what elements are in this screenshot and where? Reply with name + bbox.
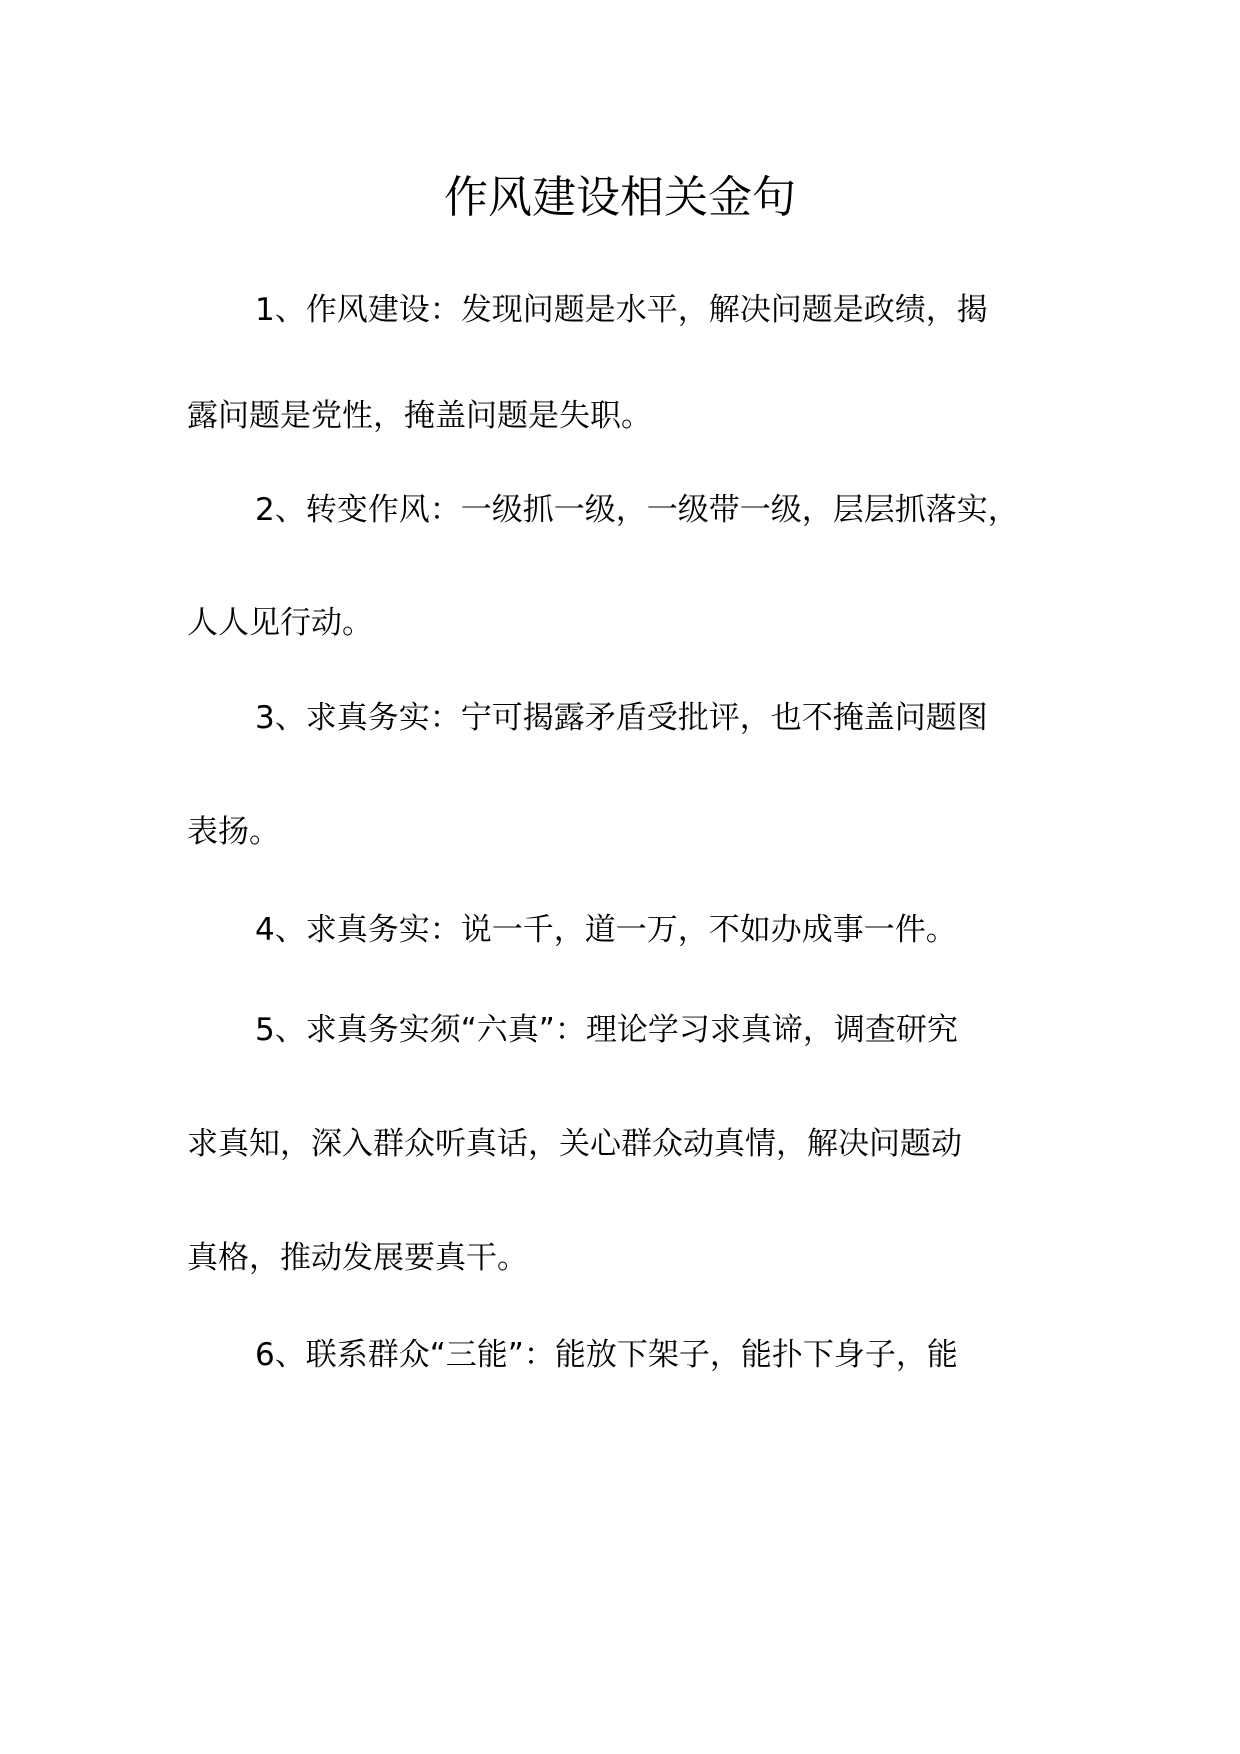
paragraph-2-line-2: 人人见行动。	[187, 605, 373, 641]
paragraph-5-line-2: 求真知，深入群众听真话，关心群众动真情，解决问题动	[187, 1126, 962, 1162]
paragraph-6-line-1: 6、联系群众“三能”：能放下架子，能扑下身子，能	[255, 1337, 958, 1373]
paragraph-3-line-1: 3、求真务实：宁可揭露矛盾受批评，也不掩盖问题图	[255, 700, 988, 736]
paragraph-5-line-1: 5、求真务实须“六真”：理论学习求真谛，调查研究	[255, 1012, 958, 1048]
document-title: 作风建设相关金句	[444, 172, 796, 223]
paragraph-3-line-2: 表扬。	[187, 814, 280, 850]
paragraph-1-line-2: 露问题是党性，掩盖问题是失职。	[187, 398, 652, 434]
paragraph-1-line-1: 1、作风建设：发现问题是水平，解决问题是政绩，揭	[255, 292, 988, 328]
paragraph-4-line-1: 4、求真务实：说一千，道一万，不如办成事一件。	[255, 912, 957, 948]
paragraph-2-line-1: 2、转变作风：一级抓一级，一级带一级，层层抓落实，	[255, 492, 1019, 528]
paragraph-5-line-3: 真格，推动发展要真干。	[187, 1240, 528, 1276]
